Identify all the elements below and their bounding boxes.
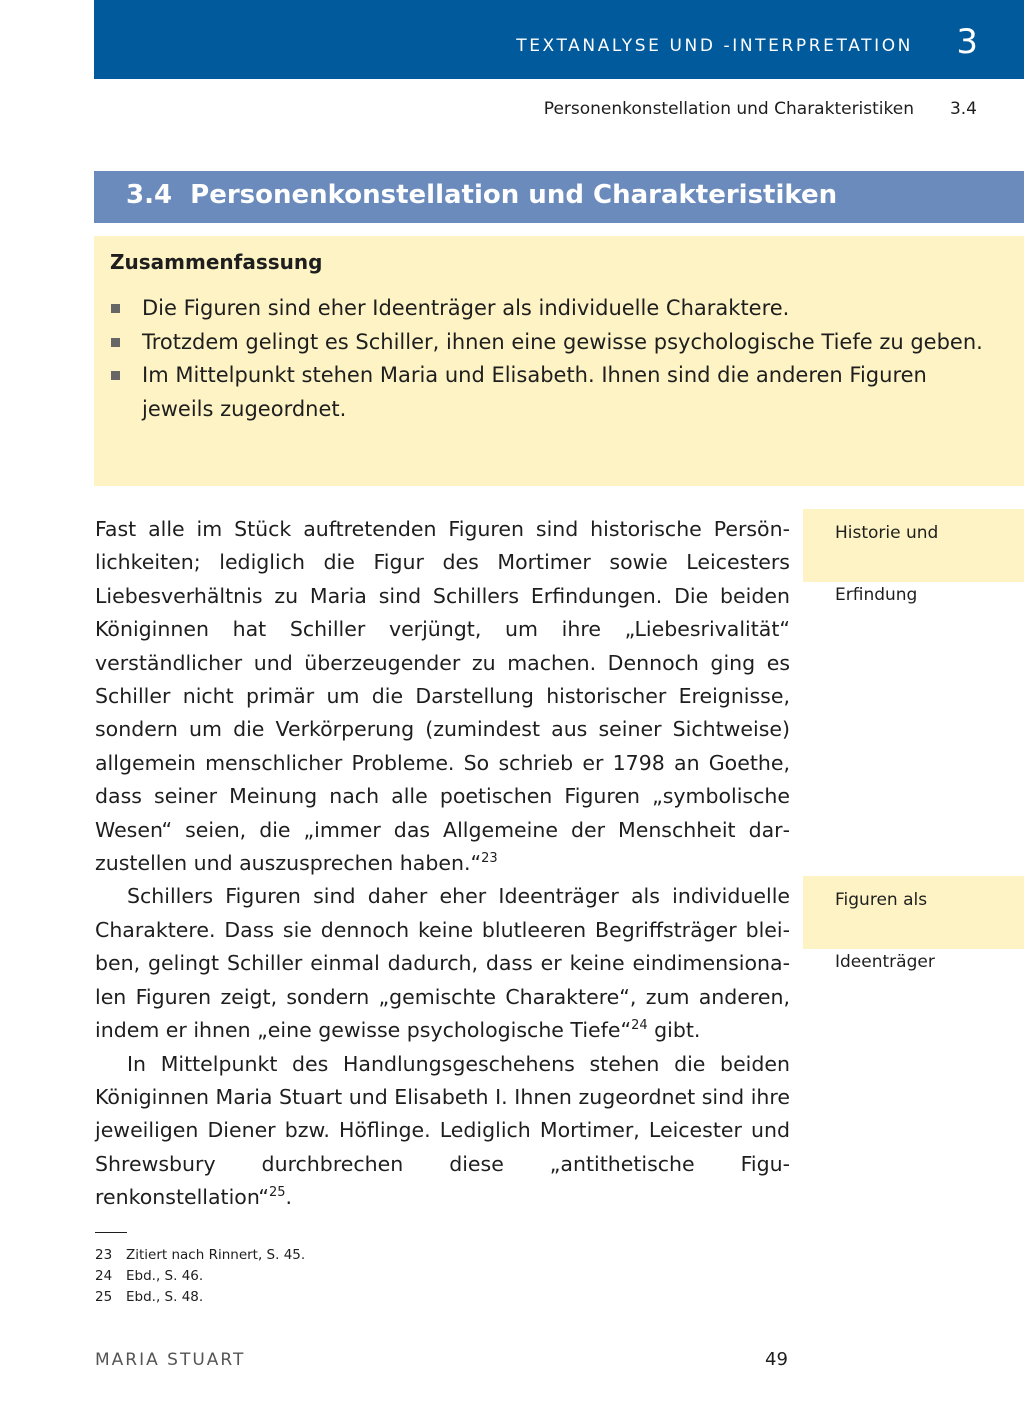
chapter-number: 3 (956, 22, 978, 62)
footnote: 25 Ebd., S. 48. (95, 1289, 204, 1305)
footnote-ref: 23 (481, 851, 498, 867)
margin-note-text: Figuren als Ideenträger (835, 890, 935, 972)
footnotes (95, 1245, 305, 1308)
summary-item: Die Figuren sind eher Ideenträger als individuelle Charaktere. (110, 292, 990, 326)
section-heading (126, 180, 837, 210)
chapter-header-bar (94, 0, 1024, 79)
summary-box (94, 236, 1024, 486)
running-header-number: 3.4 (949, 99, 977, 119)
section-heading-bar (94, 171, 1024, 223)
margin-note-historie (803, 509, 1024, 605)
running-header-title: Personenkonstellation und Charakteristiken (543, 99, 914, 119)
footnote: 23 Zitiert nach Rinnert, S. 45. (95, 1247, 306, 1263)
margin-note-ideentraeger (803, 876, 1024, 972)
body-text (95, 513, 790, 1215)
square-bullet-icon (111, 304, 120, 313)
paragraph: Schillers Figuren sind daher eher Ideenträger als individuelle Charaktere. Dass sie dennoch keine blutleeren Begriffsträger bleiben, gelingt Schiller einmal dadurch, dass er keine eindimensionalen Figuren zeigt, sondern „gemischte Charaktere“, zum anderen, indem er ihnen „eine gewisse psychologische Tiefe“$^{24}$ gibt. (95, 884, 790, 1043)
section-title: Personenkonstellation und Charakteristiken (190, 180, 838, 210)
summary-list (110, 292, 990, 426)
chapter-label: TEXTANALYSE UND -INTERPRETATION (516, 36, 913, 56)
footnote-ref: 25 (268, 1185, 286, 1201)
margin-note-text: Historie und Erfindung (835, 523, 939, 605)
page-number: 49 (765, 1349, 788, 1370)
paragraph: Fast alle im Stück auftretenden Figuren sind historische Persönlichkeiten; lediglich die Figur des Mortimer sowie Leicesters Liebesverhältnis zu Maria sind Schillers Erfindungen. Die beiden Königinnen hat Schiller verjüngt, um ihre „Liebesrivalität“ verständlicher und überzeugender zu machen. Dennoch ging es Schiller nicht primär um die Darstellung historischer Ereignisse, sondern um die Verkörperung (zumindest aus seiner Sichtweise) allgemein menschlicher Probleme. So schrieb er 1798 an Goethe, dass seiner Meinung nach alle poetischen Figuren „symbolische Wesen“ seien, die „immer das Allgemeine der Menschheit darzustellen und auszusprechen haben.“$^{23}$ (95, 517, 790, 876)
running-header (480, 99, 977, 125)
square-bullet-icon (111, 371, 120, 380)
footer-book-title: MARIA STUART (95, 1350, 246, 1370)
footnote: 24 Ebd., S. 46. (95, 1268, 204, 1284)
paragraph: In Mittelpunkt des Handlungsgeschehens stehen die beiden Königinnen Maria Stuart und Elisabeth I. Ihnen zugeordnet sind ihre jeweiligen Diener bzw. Höflinge. Lediglich Mortimer, Leicester und Shrewsbury durchbrechen diese „antithetische Figurenkonstellation“$^{25}$. (95, 1051, 790, 1210)
footnote-ref: 24 (631, 1018, 648, 1034)
summary-heading: Zusammenfassung (110, 250, 323, 274)
square-bullet-icon (111, 338, 120, 347)
section-number: 3.4 (126, 180, 173, 210)
summary-item: Trotzdem gelingt es Schiller, ihnen eine gewisse psychologische Tiefe zu geben. (110, 326, 990, 360)
footnote-divider (95, 1232, 127, 1233)
summary-item: Im Mittelpunkt stehen Maria und Elisabeth. Ihnen sind die anderen Figuren jeweils zugeordnet. (110, 359, 990, 426)
